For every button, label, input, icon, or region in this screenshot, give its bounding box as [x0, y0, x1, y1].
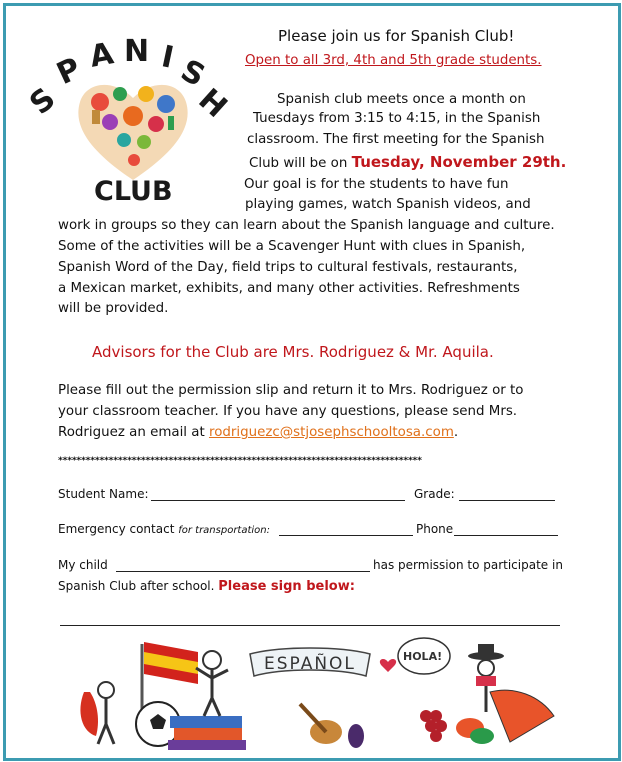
student-name-label: Student Name: — [58, 487, 149, 501]
first-meeting-date: Tuesday, November 29th. — [351, 153, 567, 171]
logo-letter: N — [124, 34, 150, 69]
hola-bubble-text: HOLA! — [403, 650, 443, 663]
page-title: Please join us for Spanish Club! — [278, 27, 515, 45]
permission-line: Please fill out the permission slip and return it to Mrs. Rodriguez or to — [58, 383, 524, 398]
logo-letter: A — [87, 36, 117, 75]
logo-club-text: CLUB — [94, 176, 173, 207]
child-name-field[interactable] — [116, 571, 370, 572]
child-prefix: My child — [58, 558, 108, 572]
emergency-note: for transportation: — [178, 525, 271, 536]
banner-illustration — [70, 632, 560, 752]
email-suffix: . — [453, 425, 459, 440]
permission-line: your classroom teacher. If you have any questions, please send Mrs. — [58, 404, 518, 419]
goal-line: a Mexican market, exhibits, and many other activities. Refreshments — [58, 281, 520, 296]
phone-label: Phone — [416, 522, 454, 536]
goal-line: work in groups so they can learn about the Spanish language and culture. — [58, 218, 555, 233]
after-school-line — [58, 579, 355, 594]
intro-line: classroom. The first meeting for the Spanish — [247, 132, 545, 147]
espanol-banner-text: ESPAÑOL — [264, 654, 356, 674]
emergency-contact-field[interactable] — [279, 535, 413, 536]
logo-letter: S — [175, 52, 211, 95]
separator: ******************************************************************************* — [58, 455, 422, 466]
email-prefix: Rodriguez an email at — [58, 425, 209, 440]
eligibility-note: Open to all 3rd, 4th and 5th grade students. — [245, 53, 542, 68]
after-school-text: Spanish Club after school. — [58, 579, 215, 593]
goal-line: will be provided. — [58, 301, 169, 316]
logo-letter: I — [158, 39, 177, 76]
kids-illustration-icon — [70, 632, 560, 752]
first-meeting-prefix: Club will be on — [249, 156, 352, 171]
signature-field[interactable] — [60, 625, 560, 626]
advisors-heading: Advisors for the Club are Mrs. Rodriguez & Mr. Aquila. — [92, 343, 494, 361]
logo-letter: H — [191, 82, 234, 125]
goal-line: Some of the activities will be a Scavenger Hunt with clues in Spanish, — [58, 239, 526, 254]
grade-field[interactable] — [459, 500, 555, 501]
student-name-field[interactable] — [151, 500, 405, 501]
sign-below-text: Please sign below: — [218, 579, 355, 594]
emergency-label: Emergency contact — [58, 522, 179, 536]
intro-line: Tuesdays from 3:15 to 4:15, in the Spanish — [253, 111, 541, 126]
goal-line: playing games, watch Spanish videos, and — [245, 197, 531, 212]
email-line — [58, 425, 458, 440]
email-link[interactable]: rodriguezc@stjosephschooltosa.com — [208, 425, 454, 440]
intro-line: Spanish club meets once a month on — [277, 92, 526, 107]
grade-label: Grade: — [414, 487, 455, 501]
first-meeting-line — [249, 153, 566, 171]
logo-letter: S — [23, 81, 63, 122]
spanish-club-logo — [23, 30, 238, 210]
goal-line: Spanish Word of the Day, field trips to cultural festivals, restaurants, — [58, 260, 518, 275]
logo-letter: P — [51, 50, 87, 93]
emergency-contact-label — [58, 522, 270, 536]
goal-line: Our goal is for the students to have fun — [244, 177, 509, 192]
phone-field[interactable] — [454, 535, 558, 536]
child-suffix: has permission to participate in — [373, 558, 563, 572]
